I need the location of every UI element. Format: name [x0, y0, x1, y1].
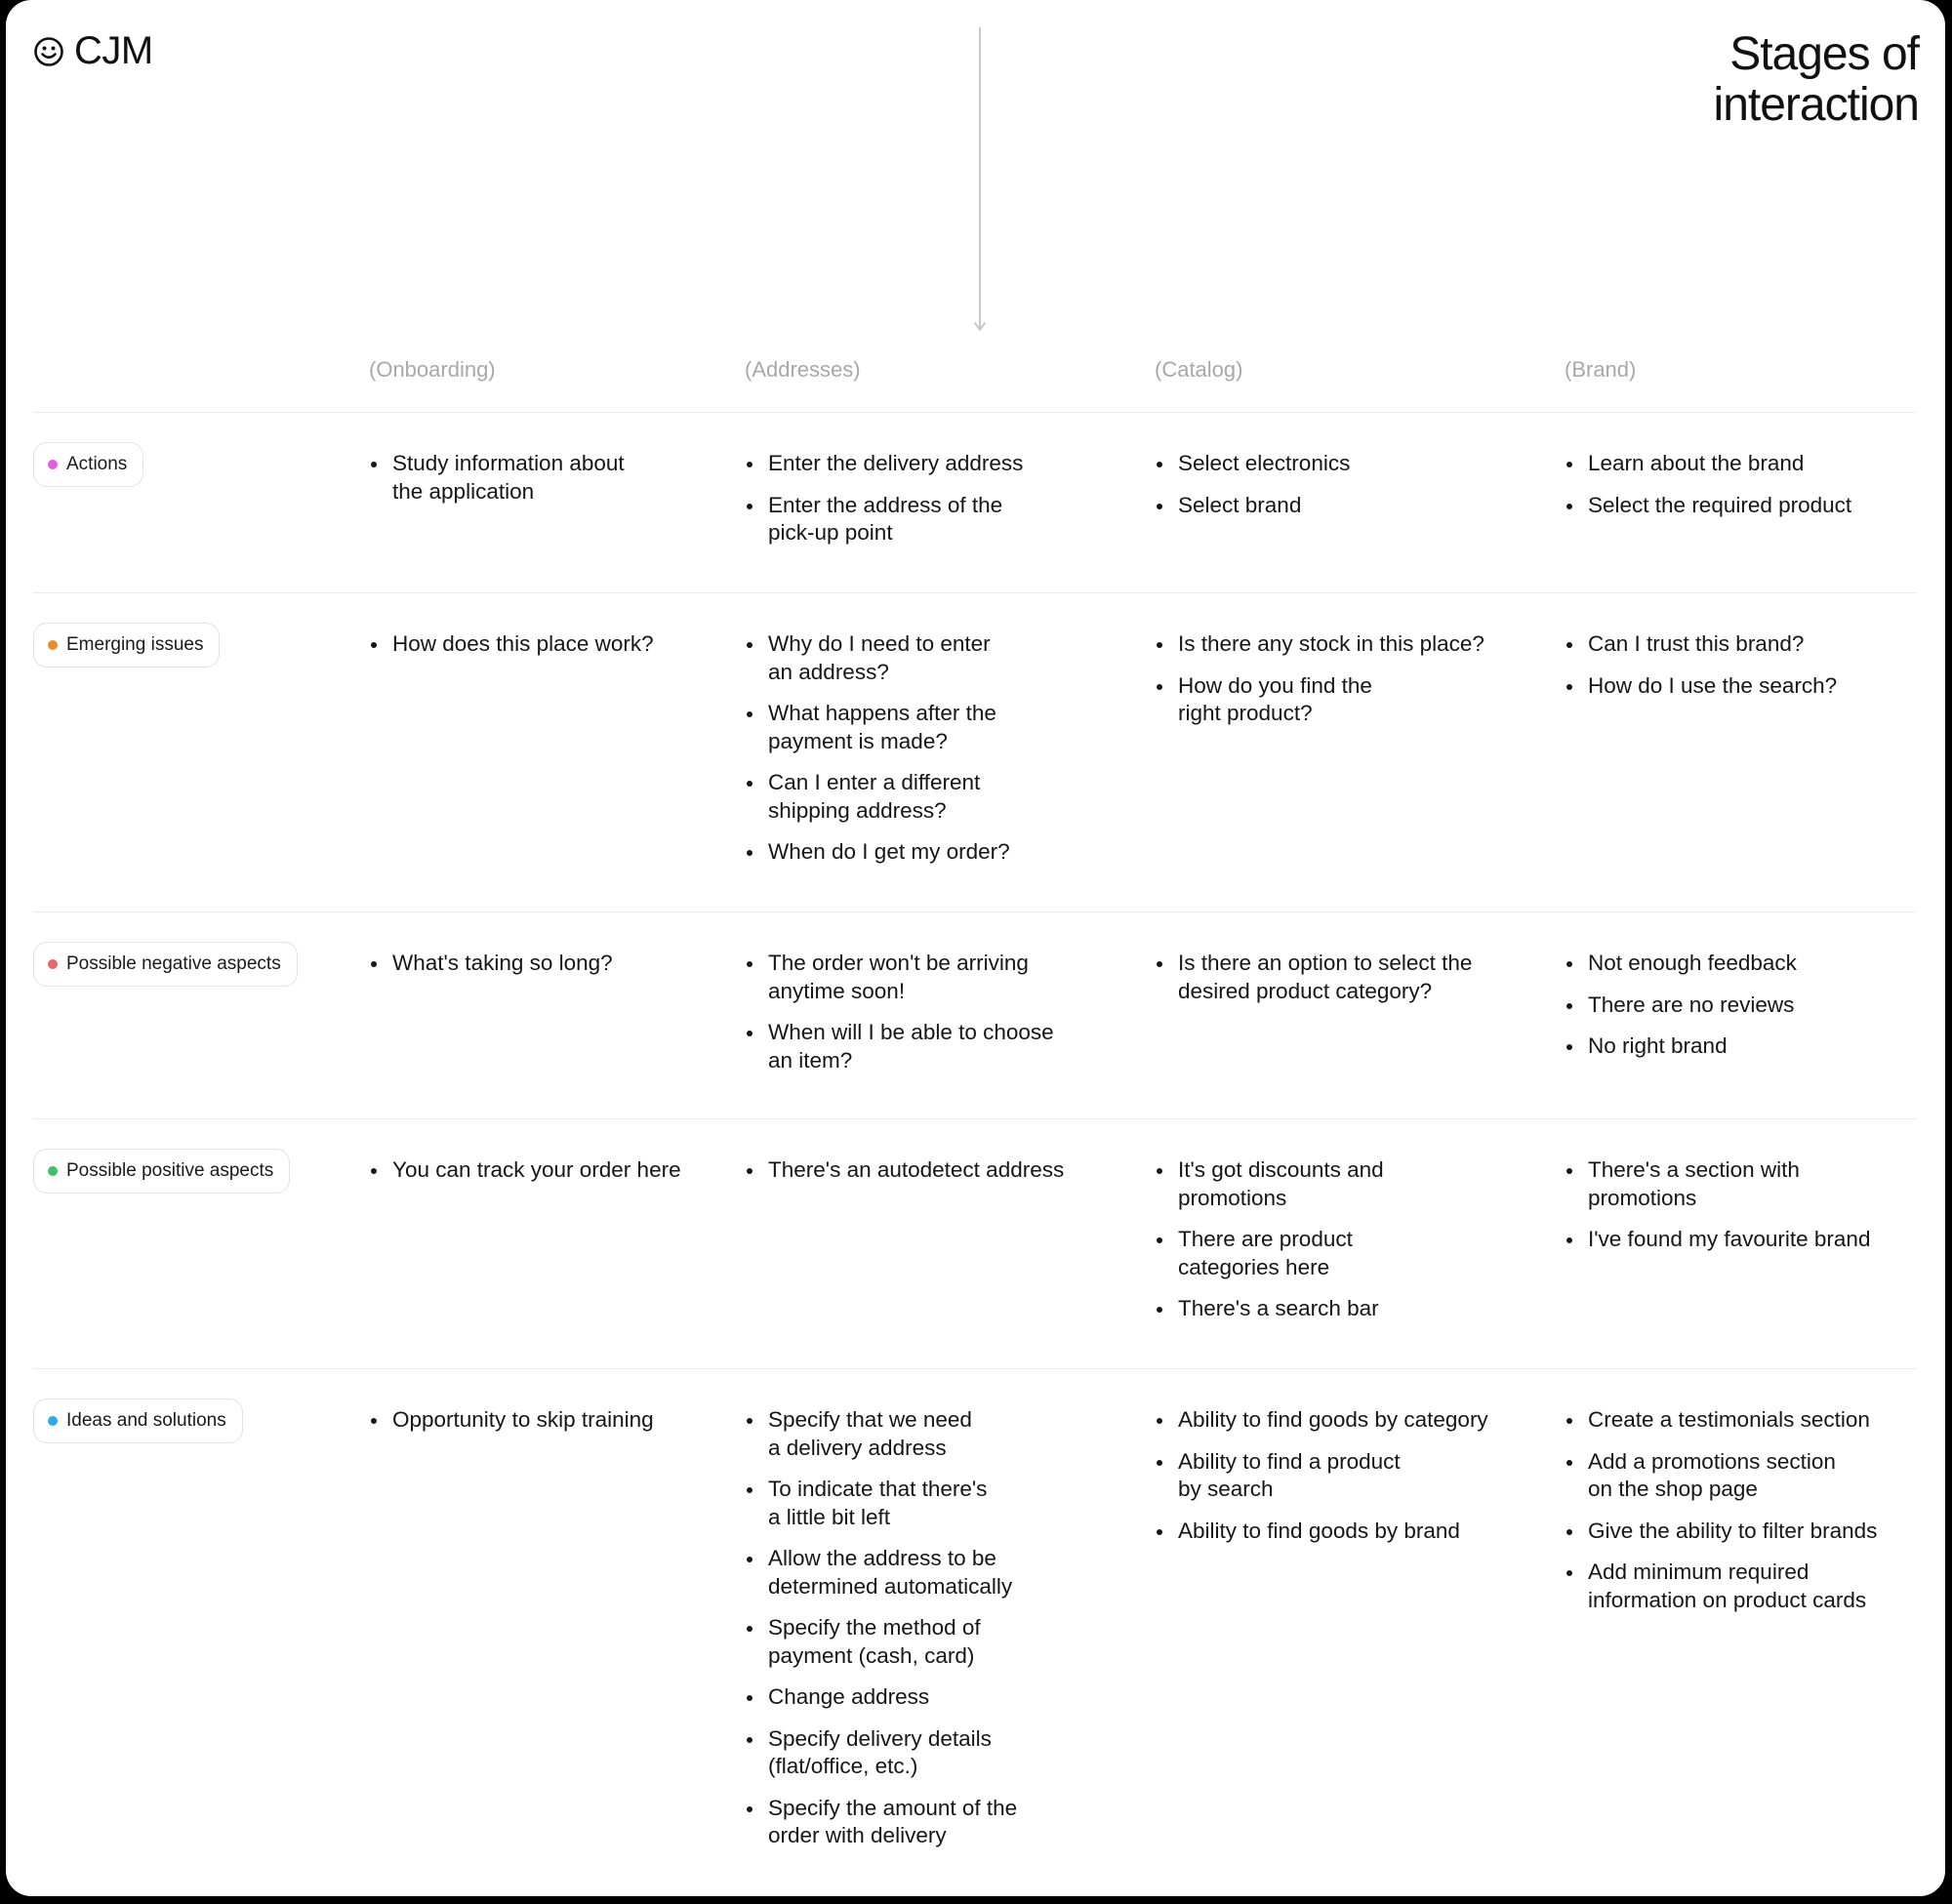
- row-label-tag: [33, 442, 143, 487]
- cell-list: [1565, 950, 1797, 1074]
- list-item: There are no reviews: [1565, 992, 1797, 1020]
- cell-list: [745, 1156, 1064, 1198]
- logo: [33, 29, 153, 73]
- list-item: Specify the amount of the order with delivery: [745, 1795, 1017, 1850]
- row-label-tag: [33, 623, 220, 668]
- row-label: Possible positive aspects: [66, 1160, 274, 1181]
- page-title-line-2: interaction: [1713, 79, 1919, 131]
- list-item: Opportunity to skip training: [369, 1406, 654, 1435]
- cell-list: [369, 950, 613, 992]
- row-label-tag: [33, 1398, 243, 1443]
- list-item: What happens after the payment is made?: [745, 700, 1010, 755]
- list-item: Ability to find a product by search: [1155, 1448, 1488, 1504]
- list-item: The order won't be arriving anytime soon!: [745, 950, 1054, 1005]
- list-item: Create a testimonials section: [1565, 1406, 1877, 1435]
- page-title: [1528, 29, 1919, 131]
- cell-list: [1565, 1406, 1877, 1628]
- list-item: How does this place work?: [369, 630, 654, 659]
- cell-list: [745, 950, 1054, 1088]
- logo-text: CJM: [74, 29, 153, 72]
- list-item: Give the ability to filter brands: [1565, 1518, 1877, 1546]
- list-item: Ability to find goods by brand: [1155, 1518, 1488, 1546]
- list-item: Change address: [745, 1683, 1017, 1712]
- list-item: Select the required product: [1565, 492, 1851, 520]
- row-divider: [33, 1368, 1917, 1369]
- list-item: When do I get my order?: [745, 838, 1010, 867]
- cell-list: [1565, 450, 1851, 533]
- row-label-tag: [33, 942, 298, 987]
- list-item: Study information about the application: [369, 450, 625, 506]
- cjm-board: [6, 0, 1945, 1896]
- stage-addresses: (Addresses): [745, 357, 861, 382]
- list-item: Is there an option to select the desired product category?: [1155, 950, 1472, 1005]
- list-item: Specify delivery details (flat/office, etc.): [745, 1725, 1017, 1781]
- row-label: Ideas and solutions: [66, 1410, 226, 1431]
- list-item: Select brand: [1155, 492, 1350, 520]
- list-item: Not enough feedback: [1565, 950, 1797, 978]
- list-item: There's a search bar: [1155, 1295, 1384, 1323]
- cell-list: [1155, 630, 1484, 742]
- list-item: There's a section with promotions: [1565, 1156, 1870, 1212]
- row-label-tag: [33, 1149, 290, 1194]
- cell-list: [1155, 1406, 1488, 1559]
- list-item: Can I trust this brand?: [1565, 630, 1837, 659]
- list-item: How do you find the right product?: [1155, 672, 1484, 728]
- list-item: Allow the address to be determined automatically: [745, 1545, 1017, 1600]
- cell-list: [1155, 950, 1472, 1019]
- list-item: To indicate that there's a little bit left: [745, 1476, 1017, 1531]
- row-color-dot: [48, 1416, 58, 1426]
- row-divider: [33, 412, 1917, 413]
- cell-list: [369, 1156, 681, 1198]
- row-color-dot: [48, 460, 58, 469]
- list-item: How do I use the search?: [1565, 672, 1837, 701]
- list-item: You can track your order here: [369, 1156, 681, 1185]
- arrow-down-icon: [972, 27, 988, 339]
- list-item: Add a promotions section on the shop page: [1565, 1448, 1877, 1504]
- cell-list: [369, 630, 654, 672]
- cell-list: [1565, 1156, 1870, 1268]
- stage-onboarding: (Onboarding): [369, 357, 496, 382]
- list-item: Enter the delivery address: [745, 450, 1023, 478]
- row-color-dot: [48, 959, 58, 969]
- list-item: Why do I need to enter an address?: [745, 630, 1010, 686]
- list-item: Enter the address of the pick-up point: [745, 492, 1023, 547]
- list-item: It's got discounts and promotions: [1155, 1156, 1384, 1212]
- list-item: Add minimum required information on product cards: [1565, 1559, 1877, 1614]
- stage-brand: (Brand): [1565, 357, 1637, 382]
- list-item: I've found my favourite brand: [1565, 1226, 1870, 1254]
- cell-list: [369, 1406, 654, 1448]
- row-divider: [33, 592, 1917, 593]
- list-item: Can I enter a different shipping address?: [745, 769, 1010, 825]
- row-color-dot: [48, 1166, 58, 1176]
- row-label: Possible negative aspects: [66, 953, 281, 974]
- row-divider: [33, 1118, 1917, 1119]
- cell-list: [745, 630, 1010, 880]
- list-item: There's an autodetect address: [745, 1156, 1064, 1185]
- cell-list: [745, 450, 1023, 561]
- list-item: What's taking so long?: [369, 950, 613, 978]
- cell-list: [1155, 1156, 1384, 1337]
- cell-list: [1565, 630, 1837, 713]
- row-divider: [33, 911, 1917, 912]
- row-label: Actions: [66, 454, 128, 474]
- row-color-dot: [48, 640, 58, 650]
- page-title-line-1: Stages of: [1729, 28, 1919, 80]
- list-item: Specify the method of payment (cash, card): [745, 1614, 1017, 1670]
- list-item: There are product categories here: [1155, 1226, 1384, 1281]
- stage-catalog: (Catalog): [1155, 357, 1243, 382]
- row-label: Emerging issues: [66, 634, 204, 655]
- list-item: When will I be able to choose an item?: [745, 1019, 1054, 1074]
- list-item: Specify that we need a delivery address: [745, 1406, 1017, 1462]
- cell-list: [369, 450, 625, 519]
- list-item: Learn about the brand: [1565, 450, 1851, 478]
- cell-list: [745, 1406, 1017, 1864]
- list-item: Ability to find goods by category: [1155, 1406, 1488, 1435]
- list-item: No right brand: [1565, 1033, 1797, 1061]
- list-item: Is there any stock in this place?: [1155, 630, 1484, 659]
- smiley-icon: [33, 36, 64, 67]
- cell-list: [1155, 450, 1350, 533]
- list-item: Select electronics: [1155, 450, 1350, 478]
